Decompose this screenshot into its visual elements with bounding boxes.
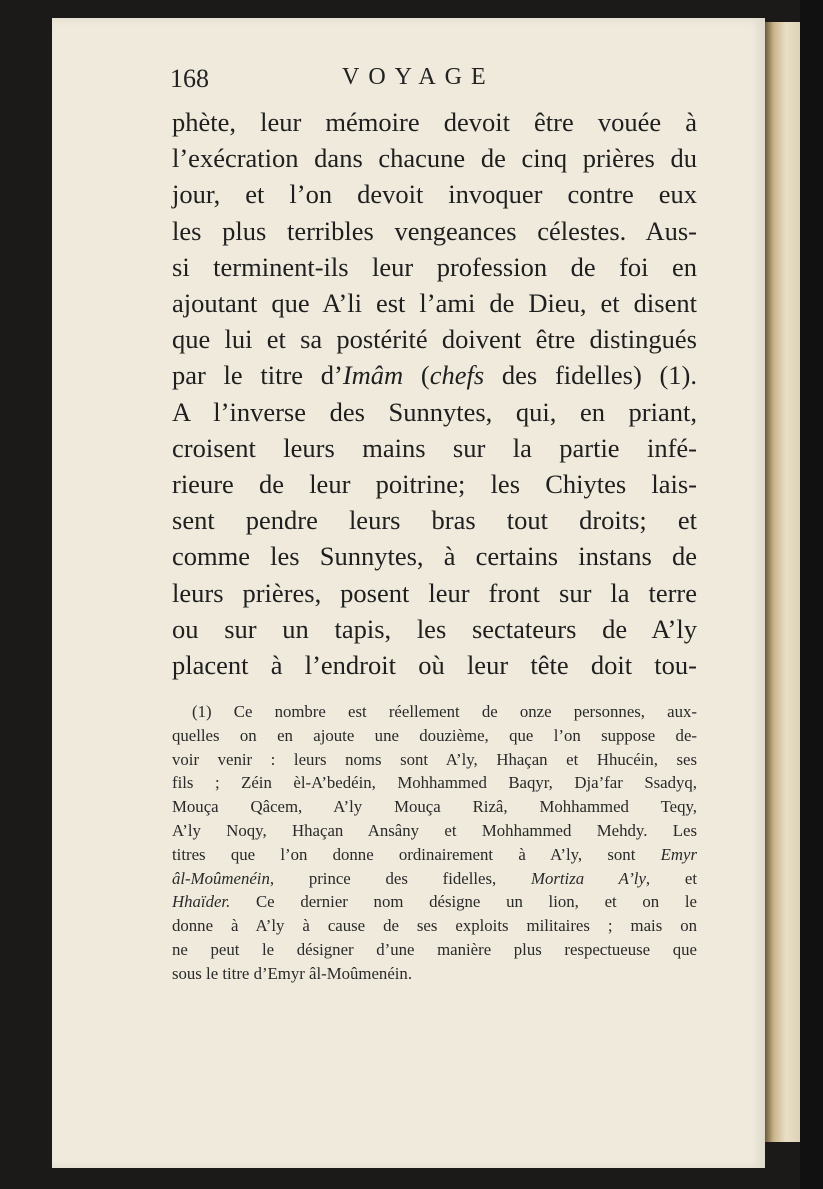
text-segment: , et (645, 868, 697, 888)
text-segment: par le titre d’ (172, 360, 343, 391)
footnote-line: fils ; Zéin èl-A’bedéin, Mohhammed Baqyr, Dja’far Ssadyq, (172, 773, 697, 793)
italic-term: Emyr (660, 844, 697, 864)
footnote-line: voir venir : leurs noms sont A’ly, Hhaçan et Hhucéin, ses (172, 749, 697, 769)
text-line: ou sur un tapis, les sectateurs de A’ly (172, 613, 697, 644)
footnote-line: ne peut le désigner d’une manière plus respectueuse que (172, 939, 697, 959)
text-line: jour, et l’on devoit invoquer contre eux (172, 179, 697, 210)
adjacent-page-edge (765, 22, 800, 1142)
text-line: rieure de leur poitrine; les Chiytes lais- (172, 469, 697, 500)
footnote (172, 700, 697, 986)
text-line: A l’inverse des Sunnytes, qui, en priant, (172, 396, 697, 427)
italic-term: Mortiza A’ly (530, 868, 646, 888)
footnote-line: A’ly Noqy, Hhaçan Ansâny et Mohhammed Mehdy. Les (172, 820, 697, 840)
text-line: l’exécration dans chacune de cinq prières du (172, 143, 697, 174)
running-head (170, 62, 710, 98)
text-line: les plus terribles vengeances célestes. Aus- (172, 215, 697, 246)
page-number: 168 (170, 64, 209, 93)
text-line (172, 357, 697, 393)
footnote-line: donne à A’ly à cause de ses exploits militaires ; mais on (172, 916, 697, 936)
running-title: VOYAGE (342, 64, 495, 90)
text-line: sent pendre leurs bras tout droits; et (172, 505, 697, 536)
text-line: placent à l’endroit où leur tête doit tou- (172, 650, 697, 681)
text-line: comme les Sunnytes, à certains instans de (172, 541, 697, 572)
footnote-line (172, 890, 697, 914)
italic-term: chefs (429, 360, 485, 391)
scan-border (800, 0, 823, 1189)
text-segment: des fidelles) (1). (484, 360, 697, 391)
text-segment: , prince des fidelles, (269, 868, 531, 888)
italic-term: Hhaïder. (172, 892, 231, 912)
italic-term: Imâm (342, 360, 404, 391)
text-line: que lui et sa postérité doivent être distingués (172, 324, 697, 355)
text-line: leurs prières, posent leur front sur la terre (172, 577, 697, 608)
text-line: ajoutant que A’li est l’ami de Dieu, et disent (172, 288, 697, 319)
text-segment: Ce dernier nom désigne un lion, et on le (230, 892, 697, 912)
text-segment: ( (403, 360, 430, 391)
main-text (172, 104, 697, 683)
italic-term: âl-Moûmenéin (172, 868, 270, 888)
footnote-line: Mouça Qâcem, A’ly Mouça Rizâ, Mohhammed Teqy, (172, 797, 697, 817)
footnote-line: (1) Ce nombre est réellement de onze personnes, aux- (192, 702, 697, 721)
footnote-line (172, 843, 697, 867)
text-line: croisent leurs mains sur la partie infé- (172, 432, 697, 463)
footnote-line (172, 867, 697, 891)
footnote-line: sous le titre d’Emyr âl-Moûmenéin. (172, 963, 413, 983)
text-line: si terminent-ils leur profession de foi en (172, 251, 697, 282)
footnote-line: quelles on en ajoute une douzième, que l’on suppose de- (172, 725, 697, 745)
text-segment: titres que l’on donne ordinairement à A’ly, sont (172, 844, 661, 864)
text-line: phète, leur mémoire devoit être vouée à (172, 107, 697, 137)
